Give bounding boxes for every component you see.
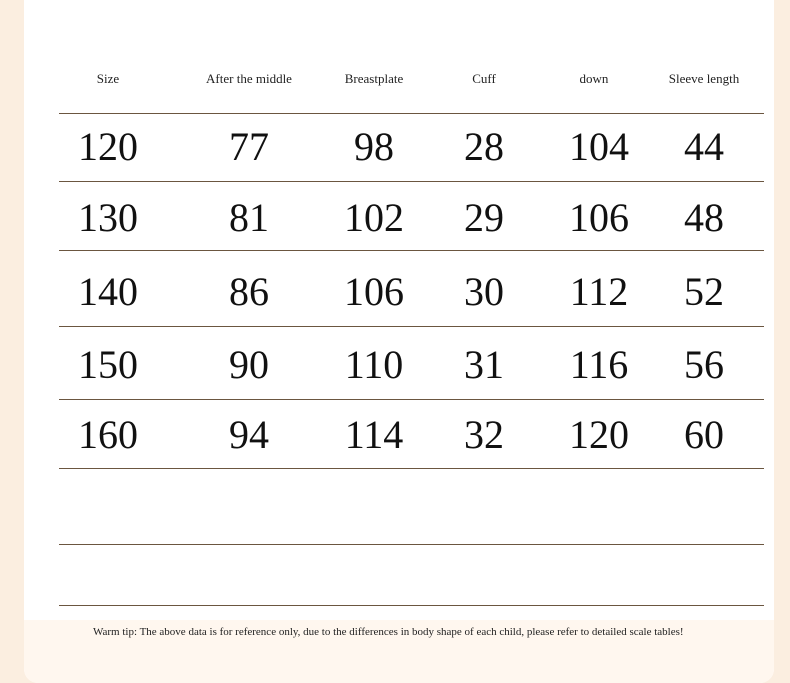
table-rule: [59, 468, 764, 469]
cell-down: 120: [569, 412, 629, 457]
table-rule: [59, 250, 764, 251]
table-rule: [59, 605, 764, 606]
cell-after-the-middle: 90: [229, 342, 269, 387]
header-size: Size: [96, 71, 120, 86]
cell-cuff: 31: [464, 342, 504, 387]
header-down: down: [579, 71, 609, 86]
cell-sleeve-length: 60: [684, 412, 724, 457]
cell-after-the-middle: 81: [229, 195, 269, 240]
table-rule: [59, 326, 764, 327]
table-rule: [59, 181, 764, 182]
table-rule: [59, 544, 764, 545]
cell-after-the-middle: 86: [229, 269, 269, 314]
cell-size: 120: [78, 124, 138, 169]
cell-cuff: 28: [464, 124, 504, 169]
cell-size: 140: [78, 269, 138, 314]
cell-breastplate: 98: [354, 124, 394, 169]
cell-breastplate: 106: [344, 269, 404, 314]
header-breastplate: Breastplate: [344, 71, 404, 86]
cell-breastplate: 102: [344, 195, 404, 240]
cell-after-the-middle: 77: [229, 124, 269, 169]
cell-breastplate: 110: [344, 342, 404, 387]
cell-sleeve-length: 56: [684, 342, 724, 387]
table-rule: [59, 399, 764, 400]
cell-cuff: 32: [464, 412, 504, 457]
cell-down: 112: [569, 269, 629, 314]
cell-down: 116: [569, 342, 629, 387]
cell-size: 130: [78, 195, 138, 240]
cell-down: 106: [569, 195, 629, 240]
cell-sleeve-length: 52: [684, 269, 724, 314]
cell-sleeve-length: 44: [684, 124, 724, 169]
header-cuff: Cuff: [472, 71, 496, 86]
table-header-row: [59, 60, 764, 98]
cell-down: 104: [569, 124, 629, 169]
cell-size: 160: [78, 412, 138, 457]
cell-cuff: 30: [464, 269, 504, 314]
warm-tip-text: Warm tip: The above data is for reference only, due to the differences in body shape of each child, please refer to detailed scale tables!: [93, 626, 684, 638]
header-sleeve-length: Sleeve length: [668, 71, 740, 86]
cell-breastplate: 114: [344, 412, 404, 457]
cell-cuff: 29: [464, 195, 504, 240]
header-after-the-middle: After the middle: [206, 71, 292, 86]
table-rule: [59, 113, 764, 114]
cell-size: 150: [78, 342, 138, 387]
cell-sleeve-length: 48: [684, 195, 724, 240]
cell-after-the-middle: 94: [229, 412, 269, 457]
